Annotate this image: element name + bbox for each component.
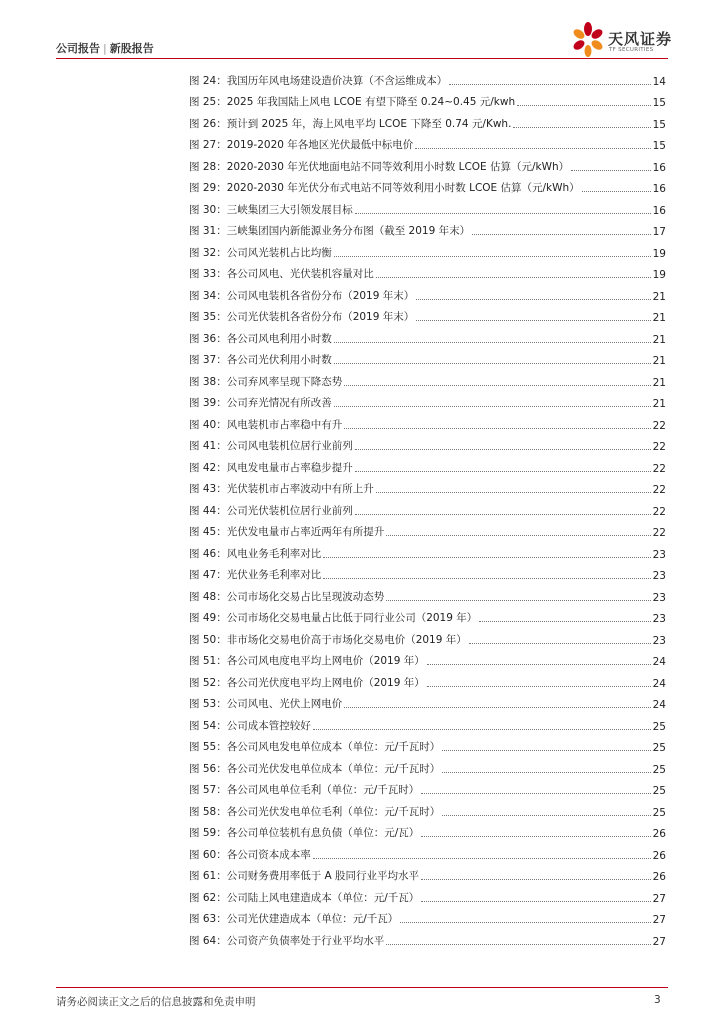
toc-entry-title: 图 38：公司弃风率呈现下降态势 <box>189 375 343 388</box>
toc-entry[interactable] <box>189 174 666 196</box>
toc-leader-dots <box>472 234 651 235</box>
toc-entry-title: 图 25：2025 年我国陆上风电 LCOE 有望下降至 0.24~0.45 元/kwh <box>189 96 516 108</box>
toc-entry-title: 图 33：各公司风电、光伏装机容量对比 <box>189 268 374 280</box>
toc-leader-dots <box>355 471 651 472</box>
toc-leader-dots <box>376 492 651 493</box>
toc-entry[interactable] <box>189 819 666 841</box>
toc-entry-title: 图 31：三峡集团国内新能源业务分布图（截至 2019 年末） <box>189 225 471 237</box>
toc-entry-title: 图 55：各公司风电发电单位成本（单位：元/千瓦时） <box>189 741 441 753</box>
toc-entry-page: 26 <box>652 849 666 862</box>
footer-rule <box>56 987 668 988</box>
toc-entry[interactable] <box>189 195 666 217</box>
toc-leader-dots <box>421 836 650 837</box>
toc-entry-title: 图 27：2019-2020 年各地区光伏最低中标电价 <box>189 139 414 151</box>
toc-leader-dots <box>517 105 651 106</box>
toc-entry-page: 23 <box>652 613 666 625</box>
toc-leader-dots <box>442 750 650 751</box>
toc-entry[interactable] <box>189 389 666 411</box>
toc-leader-dots <box>344 385 650 386</box>
toc-entry-page: 22 <box>652 419 666 432</box>
report-type-label: 公司报告 <box>56 42 100 55</box>
header-rule <box>56 58 668 59</box>
toc-leader-dots <box>415 148 650 149</box>
toc-entry-title: 图 48：公司市场化交易占比呈现波动态势 <box>189 590 385 603</box>
toc-leader-dots <box>323 557 650 558</box>
logo-chinese-name: 天风证券 <box>608 30 673 48</box>
toc-entry-page: 21 <box>652 333 666 346</box>
toc-entry[interactable] <box>189 475 666 497</box>
toc-entry-title: 图 57：各公司风电单位毛利（单位：元/千瓦时） <box>189 784 420 796</box>
toc-entry-page: 24 <box>652 699 666 711</box>
toc-entry-page: 23 <box>652 548 666 561</box>
toc-entry-page: 25 <box>652 742 666 754</box>
toc-entry[interactable] <box>189 152 666 174</box>
toc-entry[interactable] <box>189 109 666 131</box>
toc-entry[interactable] <box>189 625 666 647</box>
toc-entry-page: 26 <box>652 828 666 840</box>
toc-entry-title: 图 60：各公司资本成本率 <box>189 848 311 861</box>
toc-leader-dots <box>449 84 650 85</box>
toc-entry[interactable] <box>189 217 666 239</box>
toc-entry-title: 图 29：2020-2030 年光伏分布式电站不同等效利用小时数 LCOE 估算（元/kWh） <box>189 182 580 194</box>
toc-leader-dots <box>469 643 651 644</box>
toc-entry-page: 16 <box>652 183 666 195</box>
toc-entry[interactable] <box>189 238 666 260</box>
toc-entry-title: 图 24：我国历年风电场建设造价决算（不含运维成本） <box>189 74 448 87</box>
toc-entry-page: 25 <box>652 763 666 776</box>
toc-entry-title: 图 35：公司光伏装机各省份分布（2019 年末） <box>189 311 415 323</box>
toc-entry-title: 图 34：公司风电装机各省份分布（2019 年末） <box>189 289 415 302</box>
toc-entry[interactable] <box>189 582 666 604</box>
figure-table-of-contents <box>189 66 666 948</box>
toc-entry[interactable] <box>189 539 666 561</box>
toc-entry-title: 图 50：非市场化交易电价高于市场化交易电价（2019 年） <box>189 633 467 646</box>
toc-entry[interactable] <box>189 840 666 862</box>
toc-entry-page: 22 <box>652 527 666 539</box>
report-type-header <box>56 40 154 56</box>
report-subtype-label: 新股报告 <box>109 42 154 55</box>
toc-entry-page: 24 <box>652 656 666 668</box>
toc-entry-title: 图 36：各公司风电利用小时数 <box>189 332 332 345</box>
toc-entry[interactable] <box>189 776 666 798</box>
toc-entry-title: 图 37：各公司光伏利用小时数 <box>189 354 332 366</box>
toc-leader-dots <box>513 127 650 128</box>
toc-entry-page: 25 <box>652 806 666 819</box>
toc-entry-title: 图 41：公司风电装机位居行业前列 <box>189 440 353 452</box>
toc-entry-page: 23 <box>652 570 666 582</box>
toc-entry-page: 25 <box>652 785 666 797</box>
toc-entry-title: 图 63：公司光伏建造成本（单位：元/千瓦） <box>189 913 399 925</box>
toc-entry-page: 23 <box>652 634 666 647</box>
header-separator: | <box>103 42 107 55</box>
toc-entry-title: 图 51：各公司风电度电平均上网电价（2019 年） <box>189 655 425 667</box>
toc-leader-dots <box>344 428 650 429</box>
toc-leader-dots <box>421 793 650 794</box>
toc-leader-dots <box>421 901 650 902</box>
logo-english-name: TF SECURITIES <box>609 47 654 53</box>
toc-leader-dots <box>571 170 650 171</box>
toc-entry[interactable] <box>189 303 666 325</box>
toc-leader-dots <box>416 320 650 321</box>
toc-leader-dots <box>582 191 651 192</box>
toc-entry-page: 16 <box>652 204 666 217</box>
toc-entry-title: 图 49：公司市场化交易电量占比低于同行业公司（2019 年） <box>189 612 478 624</box>
toc-leader-dots <box>313 729 651 730</box>
toc-entry[interactable] <box>189 668 666 690</box>
toc-leader-dots <box>334 256 651 257</box>
toc-entry[interactable] <box>189 66 666 88</box>
toc-entry[interactable] <box>189 518 666 540</box>
toc-entry-page: 21 <box>652 398 666 410</box>
toc-entry-title: 图 53：公司风电、光伏上网电价 <box>189 698 343 710</box>
toc-entry-page: 21 <box>652 355 666 367</box>
toc-entry[interactable] <box>189 561 666 583</box>
toc-entry-title: 图 32：公司风光装机占比均衡 <box>189 246 332 259</box>
toc-entry-title: 图 47：光伏业务毛利率对比 <box>189 569 322 581</box>
toc-entry[interactable] <box>189 346 666 368</box>
toc-leader-dots <box>479 621 650 622</box>
toc-entry-page: 19 <box>652 269 666 281</box>
toc-entry[interactable] <box>189 905 666 927</box>
toc-entry[interactable] <box>189 733 666 755</box>
toc-entry-page: 27 <box>652 914 666 926</box>
toc-leader-dots <box>421 879 651 880</box>
toc-entry[interactable] <box>189 647 666 669</box>
toc-entry[interactable] <box>189 926 666 948</box>
toc-leader-dots <box>416 299 650 300</box>
toc-entry-page: 22 <box>652 505 666 518</box>
toc-leader-dots <box>323 578 650 579</box>
toc-entry[interactable] <box>189 604 666 626</box>
toc-entry-page: 27 <box>652 935 666 948</box>
toc-entry-page: 22 <box>652 441 666 453</box>
toc-entry[interactable] <box>189 260 666 282</box>
toc-entry[interactable] <box>189 862 666 884</box>
toc-entry-title: 图 43：光伏装机市占率波动中有所上升 <box>189 483 374 495</box>
toc-entry[interactable] <box>189 131 666 153</box>
toc-entry-title: 图 28：2020-2030 年光伏地面电站不同等效利用小时数 LCOE 估算（元/kWh） <box>189 160 570 173</box>
toc-entry[interactable] <box>189 754 666 776</box>
toc-leader-dots <box>386 944 650 945</box>
toc-leader-dots <box>334 406 651 407</box>
toc-entry-title: 图 45：光伏发电量市占率近两年有所提升 <box>189 526 385 538</box>
toc-entry[interactable] <box>189 324 666 346</box>
toc-entry-page: 21 <box>652 376 666 389</box>
toc-entry-page: 22 <box>652 484 666 496</box>
toc-entry-title: 图 30：三峡集团三大引领发展目标 <box>189 203 353 216</box>
toc-entry[interactable] <box>189 711 666 733</box>
flower-logo-icon <box>568 20 608 60</box>
toc-entry-page: 15 <box>652 140 666 152</box>
toc-entry-title: 图 56：各公司光伏发电单位成本（单位：元/千瓦时） <box>189 762 441 775</box>
toc-leader-dots <box>427 664 651 665</box>
footer-disclaimer: 请务必阅读正文之后的信息披露和免责申明 <box>56 996 256 1008</box>
toc-entry-title: 图 42：风电发电量市占率稳步提升 <box>189 461 353 474</box>
toc-entry-page: 15 <box>652 97 666 109</box>
toc-entry-page: 17 <box>652 226 666 238</box>
toc-leader-dots <box>334 363 651 364</box>
toc-entry-page: 15 <box>652 118 666 131</box>
toc-entry[interactable] <box>189 88 666 110</box>
toc-entry-page: 24 <box>652 677 666 690</box>
toc-entry-page: 16 <box>652 161 666 174</box>
toc-entry[interactable] <box>189 453 666 475</box>
toc-entry-title: 图 61：公司财务费用率低于 A 股同行业平均水平 <box>189 870 420 882</box>
toc-entry-title: 图 58：各公司光伏发电单位毛利（单位：元/千瓦时） <box>189 805 441 818</box>
toc-entry-title: 图 40：风电装机市占率稳中有升 <box>189 418 343 431</box>
toc-entry-page: 21 <box>652 312 666 324</box>
toc-entry-title: 图 46：风电业务毛利率对比 <box>189 547 322 560</box>
toc-entry-page: 21 <box>652 290 666 303</box>
toc-entry-page: 22 <box>652 462 666 475</box>
toc-leader-dots <box>386 535 650 536</box>
toc-entry[interactable] <box>189 367 666 389</box>
toc-entry-title: 图 26：预计到 2025 年，海上风电平均 LCOE 下降至 0.74 元/Kwh. <box>189 117 512 130</box>
toc-entry-title: 图 52：各公司光伏度电平均上网电价（2019 年） <box>189 676 425 689</box>
toc-leader-dots <box>355 514 651 515</box>
toc-leader-dots <box>355 213 651 214</box>
toc-leader-dots <box>400 922 650 923</box>
toc-entry-page: 25 <box>652 720 666 733</box>
toc-entry[interactable] <box>189 690 666 712</box>
toc-entry-page: 19 <box>652 247 666 260</box>
toc-entry-page: 27 <box>652 892 666 905</box>
page-number: 3 <box>654 994 661 1006</box>
toc-entry-title: 图 39：公司弃光情况有所改善 <box>189 397 332 409</box>
toc-leader-dots <box>386 600 650 601</box>
toc-leader-dots <box>334 342 651 343</box>
toc-entry[interactable] <box>189 410 666 432</box>
toc-entry-page: 14 <box>652 75 666 88</box>
toc-entry-title: 图 44：公司光伏装机位居行业前列 <box>189 504 353 517</box>
toc-entry-title: 图 54：公司成本管控较好 <box>189 719 311 732</box>
toc-leader-dots <box>427 686 651 687</box>
toc-leader-dots <box>313 858 651 859</box>
toc-entry-title: 图 62：公司陆上风电建造成本（单位：元/千瓦） <box>189 891 420 904</box>
toc-entry[interactable] <box>189 883 666 905</box>
toc-leader-dots <box>376 277 651 278</box>
toc-leader-dots <box>442 815 650 816</box>
toc-leader-dots <box>442 772 650 773</box>
toc-entry[interactable] <box>189 797 666 819</box>
toc-entry-title: 图 64：公司资产负债率处于行业平均水平 <box>189 934 385 947</box>
toc-entry[interactable] <box>189 432 666 454</box>
toc-leader-dots <box>355 449 651 450</box>
toc-entry-page: 26 <box>652 871 666 883</box>
toc-entry-title: 图 59：各公司单位装机有息负债（单位：元/瓦） <box>189 827 420 839</box>
toc-entry-page: 23 <box>652 591 666 604</box>
toc-leader-dots <box>344 707 650 708</box>
toc-entry[interactable] <box>189 281 666 303</box>
toc-entry[interactable] <box>189 496 666 518</box>
